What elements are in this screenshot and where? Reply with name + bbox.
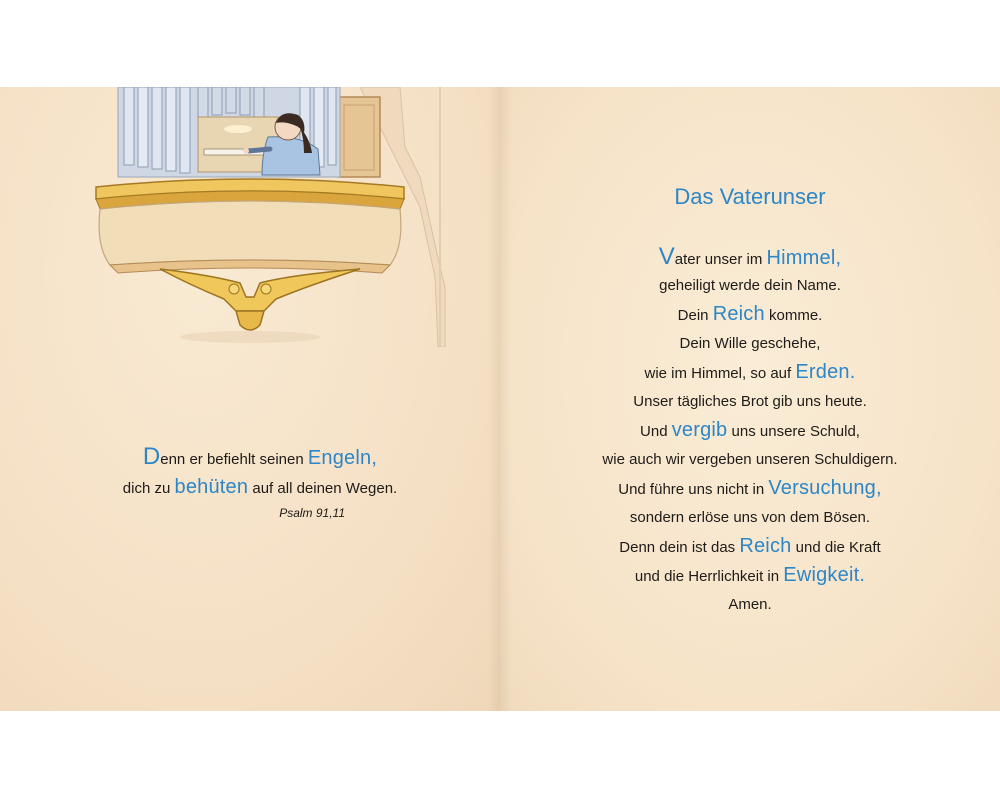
prayer-line bbox=[560, 242, 940, 271]
lords-prayer-text bbox=[560, 242, 940, 619]
prayer-line bbox=[560, 329, 940, 358]
prayer-line bbox=[560, 474, 940, 503]
drop-initial: V bbox=[658, 243, 675, 270]
prayer-text: geheiligt werde dein Name. bbox=[659, 277, 841, 294]
verse-line-1 bbox=[40, 442, 480, 472]
psalm-reference: Psalm 91,11 bbox=[279, 506, 345, 520]
highlighted-word: Engeln, bbox=[307, 447, 378, 469]
prayer-text: Und bbox=[640, 423, 672, 440]
verse-text: enn er befiehlt seinen bbox=[160, 451, 308, 468]
highlighted-word: behüten bbox=[174, 476, 249, 498]
highlighted-word: Versuchung, bbox=[768, 477, 882, 499]
prayer-text: Amen. bbox=[728, 596, 772, 613]
prayer-text: komme. bbox=[764, 307, 823, 324]
prayer-text: wie im Himmel, so auf bbox=[644, 365, 796, 382]
prayer-line bbox=[560, 271, 940, 300]
prayer-text: Dein bbox=[677, 307, 713, 324]
highlighted-word: vergib bbox=[671, 419, 728, 441]
highlighted-word: Erden. bbox=[795, 361, 856, 383]
prayer-text: Dein Wille geschehe, bbox=[679, 335, 821, 352]
prayer-line bbox=[560, 445, 940, 474]
highlighted-word: Ewigkeit. bbox=[783, 564, 866, 586]
verse-text: dich zu bbox=[122, 480, 175, 497]
prayer-text: und die Kraft bbox=[791, 539, 881, 556]
prayer-line bbox=[560, 561, 940, 590]
book-gutter bbox=[488, 87, 512, 711]
prayer-text: Und führe uns nicht in bbox=[618, 481, 769, 498]
prayer-line bbox=[560, 300, 940, 329]
verse-text: auf all deinen Wegen. bbox=[248, 480, 398, 497]
drop-initial: D bbox=[142, 443, 161, 470]
organist-on-balcony-illustration bbox=[0, 87, 500, 347]
prayer-text: und die Herrlichkeit in bbox=[634, 568, 784, 585]
left-page bbox=[0, 87, 500, 711]
prayer-text: Denn dein ist das bbox=[619, 539, 740, 556]
prayer-line bbox=[560, 590, 940, 619]
highlighted-word: Reich bbox=[739, 535, 792, 557]
highlighted-word: Himmel, bbox=[766, 247, 842, 269]
prayer-text: wie auch wir vergeben unseren Schuldigern. bbox=[602, 451, 898, 468]
prayer-line bbox=[560, 532, 940, 561]
prayer-text: ater unser im bbox=[674, 251, 767, 268]
prayer-text: Unser tägliches Brot gib uns heute. bbox=[633, 393, 867, 410]
prayer-text: sondern erlöse uns von dem Bösen. bbox=[629, 509, 871, 526]
page-title: Das Vaterunser bbox=[674, 184, 826, 209]
gold-bracket-ornament bbox=[160, 269, 360, 330]
verse-line-2 bbox=[40, 472, 480, 502]
prayer-line bbox=[560, 503, 940, 532]
highlighted-word: Reich bbox=[712, 303, 765, 325]
prayer-line bbox=[560, 416, 940, 445]
book-spread bbox=[0, 87, 1000, 711]
prayer-line bbox=[560, 387, 940, 416]
psalm-verse bbox=[40, 442, 480, 524]
prayer-line bbox=[560, 358, 940, 387]
prayer-text: uns unsere Schuld, bbox=[727, 423, 860, 440]
